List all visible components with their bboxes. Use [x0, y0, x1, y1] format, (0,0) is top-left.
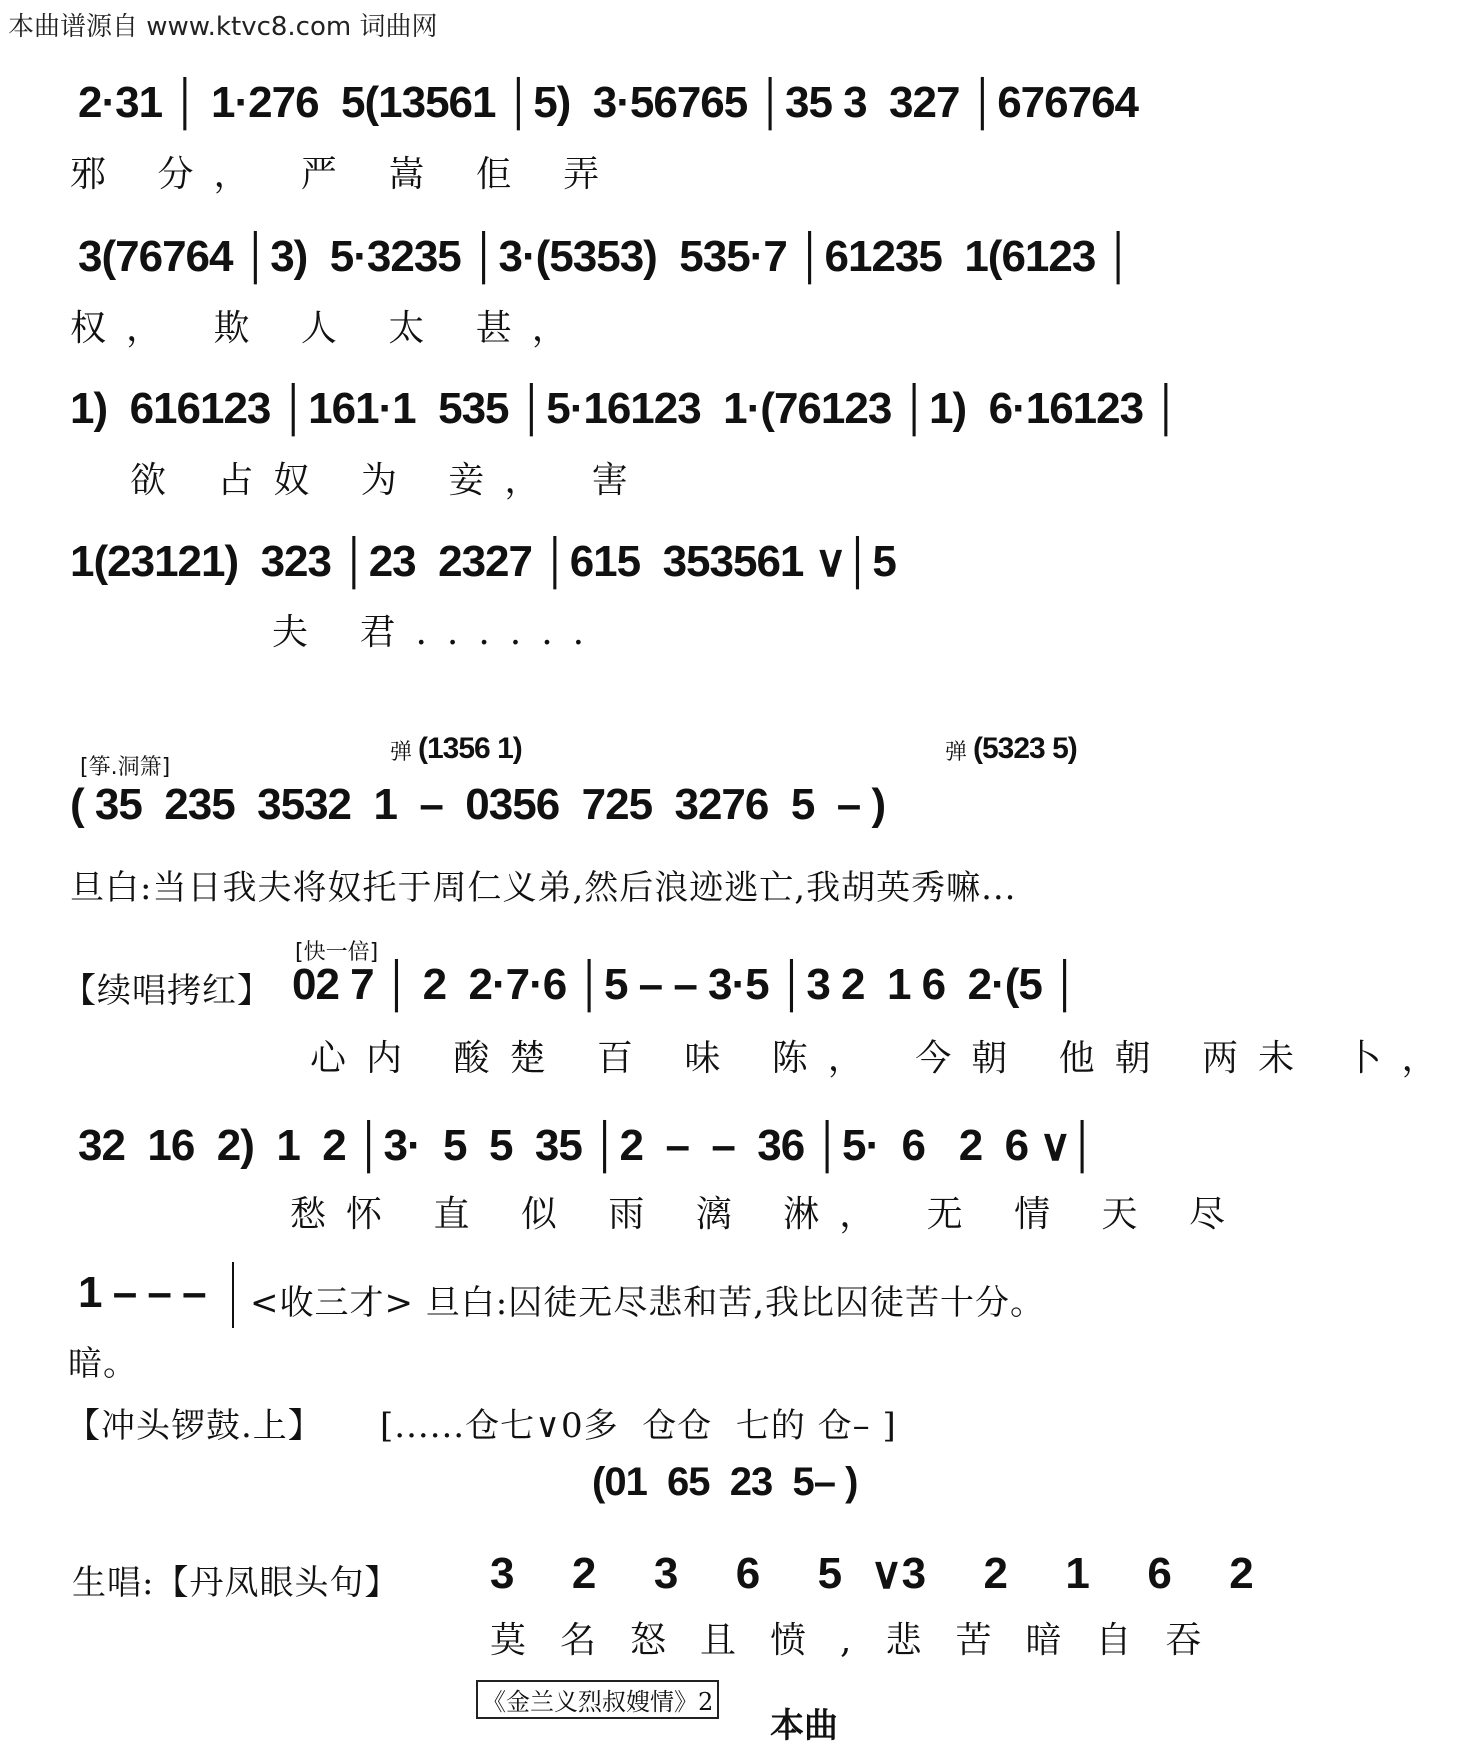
gong-notes: (01 65 23 5– )	[592, 1460, 858, 1504]
dan-speech-2: <收三才> 旦白:囚徒无尽悲和苦,我比囚徒苦十分。	[250, 1283, 1046, 1323]
score-row-2-notes: 3(76764 │3) 5·3235 │3·(5353) 535·7 │61235 1(6123 │	[78, 232, 1134, 281]
tan-label-1: 弹	[390, 740, 413, 765]
score-row-3-lyrics: 欲 占奴 为 妾， 害	[130, 460, 648, 501]
tan-notes-2: (5323 5)	[973, 732, 1077, 765]
section2-lyrics-3: 暗。	[68, 1344, 138, 1384]
gong-pattern: [......仓七∨0多 仓仓 七的 仓– ]	[380, 1406, 897, 1446]
score-row-4-notes: 1(23121) 323 │23 2327 │615 353561 ∨│5	[70, 537, 896, 586]
section-label-xuchang: 【续唱拷红】	[62, 971, 272, 1011]
final-label: 生唱:【丹凤眼头句】	[72, 1563, 400, 1603]
final-lyrics: 莫名怒且愤,悲苦暗自吞	[490, 1620, 1236, 1661]
section2-notes-3: 1 – – –	[78, 1268, 206, 1317]
instrument-label: [筝.洞箫]	[80, 755, 171, 780]
section2-lyrics-1: 心内 酸楚 百 味 陈， 今朝 他朝 两未 卜，	[310, 1038, 1458, 1079]
final-notes: 3 2 3 6 5 ∨3 2 1 6 2	[490, 1549, 1253, 1598]
dan-speech-1: 旦白:当日我夫将奴托于周仁义弟,然后浪迹逃亡,我胡英秀嘛...	[70, 868, 1017, 908]
section2-notes-1: 02 7 │ 2 2·7·6 │5 – – 3·5 │3 2 1 6 2·(5 │	[292, 960, 1080, 1009]
score-row-1-notes: 2·31 │ 1·276 5(13561 │5) 3·56765 │35 3 327 │676764	[78, 78, 1139, 127]
barline	[232, 1262, 234, 1328]
interlude-notes: ( 35 235 3532 1 – 0356 725 3276 5 – )	[70, 780, 886, 829]
gong-label: 【冲头锣鼓.上】	[66, 1406, 323, 1446]
section2-notes-2: 32 16 2) 1 2 │3· 5 5 35 │2 – – 36 │5· 6 2 6 ∨│	[78, 1121, 1098, 1170]
tan-notes-1: (1356 1)	[418, 732, 522, 765]
score-row-4-lyrics: 夫 君......	[272, 612, 605, 653]
footer-logo: 本曲	[770, 1706, 838, 1746]
score-row-3-notes: 1) 616123 │161·1 535 │5·16123 1·(76123 │1) 6·16123 │	[70, 384, 1181, 433]
source-header: 本曲谱源自 www.ktvc8.com 词曲网	[8, 12, 438, 42]
score-row-1-lyrics: 邪 分， 严 嵩 佢 弄	[70, 154, 620, 195]
section2-lyrics-2: 愁怀 直 似 雨 漓 淋， 无 情 天 尽	[290, 1194, 1245, 1235]
tempo-marking: [快一倍]	[295, 940, 379, 965]
footer-title: 《金兰义烈叔嫂情》2	[476, 1680, 719, 1719]
score-row-2-lyrics: 权， 欺 人 太 甚，	[70, 308, 588, 349]
tan-label-2: 弹	[945, 740, 968, 765]
